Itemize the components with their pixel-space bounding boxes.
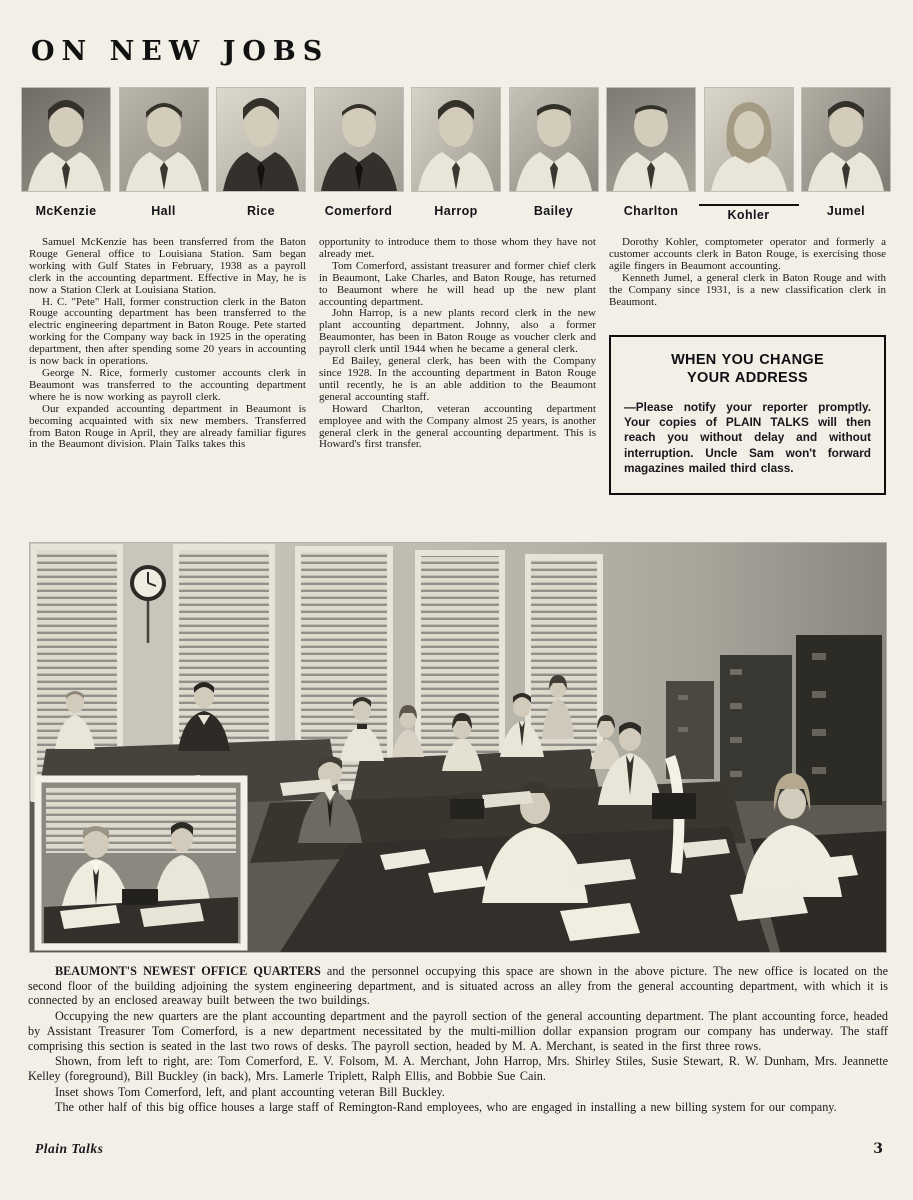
portrait-name: Harrop (434, 204, 478, 218)
caption-paragraph-1: BEAUMONT'S NEWEST OFFICE QUARTERS and the personnel occupying this space are shown in the above picture. The new office is located on the second floor of the building adjoining the system engineering department, and is situated across an alley from the general accounting department, with which it is connected by an enclosed areaway built between the two buildings. (28, 964, 888, 1008)
paragraph: Our expanded accounting department in Beaumont is becoming acquainted with six new members. Transferred from Baton Rouge in April, they are already familiar figures in the Beaumont division. Plain Talks takes this (29, 402, 306, 451)
portrait-photo-harrop (412, 88, 500, 191)
portrait-cell-rice (217, 88, 305, 222)
caption-paragraph-3: Shown, from left to right, are: Tom Comerford, E. V. Folsom, M. A. Merchant, John Harrop, Mrs. Shirley Stiles, Susie Stewart, R. W. Dunham, Mrs. Jeannette Kelley (foreground), Bill Buckley (in back), Mrs. Lamerle Triplett, Ralph Ellis, and Bobbie Sue Cain. (28, 1054, 888, 1083)
portrait-photo-charlton (607, 88, 695, 191)
paragraph: Ed Bailey, general clerk, has been with the Company since 1928. In the accounting department in Baton Rouge until recently, he is an able addition to the Beaumont general accounting staff. (319, 355, 596, 403)
article (29, 237, 887, 495)
caption-lead: BEAUMONT'S NEWEST OFFICE QUARTERS (55, 964, 321, 978)
paragraph: Kenneth Jumel, a general clerk in Baton Rouge and with the Company since 1931, is a new classification clerk in Beaumont. (609, 271, 886, 308)
portrait-photo-mckenzie (22, 88, 110, 191)
page-footer (35, 1141, 883, 1157)
portrait-cell-kohler (705, 88, 793, 222)
portrait-photo-hall (120, 88, 208, 191)
caption-paragraph-5: The other half of this big office houses a large staff of Remington-Rand employees, who are engaged in installing a new billing system for our company. (55, 1100, 837, 1115)
article-column-1 (29, 237, 306, 495)
article-column-3 (609, 237, 886, 495)
paragraph: opportunity to introduce them to those whom they have not already met. (319, 236, 596, 260)
paragraph: Samuel McKenzie has been transferred from the Baton Rouge General office to Louisiana Station. Sam began working with Gulf States in February, 1938 as a payroll clerk in the accounting department. Effective in May, he is now a Station Clerk at Louisiana Station. (29, 236, 306, 296)
portrait-name: Rice (246, 204, 275, 218)
portrait-name: Comerford (324, 204, 393, 218)
address-box-title: WHEN YOU CHANGE YOUR ADDRESS (671, 352, 824, 387)
caption-paragraph-4: Inset shows Tom Comerford, left, and plant accounting veteran Bill Buckley. (55, 1084, 445, 1099)
portrait-photo-bailey (510, 88, 598, 191)
portrait-photo-comerford (315, 88, 403, 191)
portrait-cell-mckenzie (22, 88, 110, 222)
portrait-cell-bailey (510, 88, 598, 222)
caption-paragraph-2: Occupying the new quarters are the plant accounting department and the payroll section of the general accounting department. The plant accounting force, headed by Assistant Treasurer Tom Comerford, is a new department necessitated by the multi-million dollar expansion program our company has underway. The staff comprising this section is seated in the last two rows of desks. The payroll section, headed by M. A. Merchant, is seated in the first three rows. (28, 1009, 888, 1053)
portrait-name: Charlton (623, 204, 679, 218)
portrait-name: Kohler (699, 204, 799, 222)
address-box-body: —Please notify your reporter promptly. Your copies of PLAIN TALKS will then reach you without delay and without interruption. Uncle Sam won't forward magazines mailed third class. (624, 399, 871, 476)
page-title: ON NEW JOBS (31, 36, 330, 67)
portrait-cell-jumel (802, 88, 890, 222)
page-number: 3 (873, 1141, 883, 1157)
portrait-cell-charlton (607, 88, 695, 222)
portrait-cell-hall (120, 88, 208, 222)
article-column-2 (319, 237, 596, 495)
paragraph: Howard Charlton, veteran accounting department employee and with the Company almost 25 years, is another general clerk in the general accounting department. This is Howard's first transfer. (319, 402, 596, 451)
paragraph: George N. Rice, formerly customer accounts clerk in Beaumont was transferred to the accounting department where he is now working as payroll clerk. (29, 366, 306, 403)
portrait-name: Hall (151, 204, 176, 218)
portrait-name: Jumel (826, 204, 866, 218)
office-photo (30, 543, 886, 952)
paragraph: John Harrop, is a new plants record clerk in the new plant accounting department. Johnny, also a former Beaumonter, has been in Baton Rouge as voucher clerk and payroll clerk until 1944 when he became a general clerk. (319, 307, 596, 356)
portrait-name: Bailey (533, 204, 574, 218)
magazine-name: Plain Talks (35, 1141, 104, 1156)
portrait-cell-harrop (412, 88, 500, 222)
portrait-photo-kohler (705, 88, 793, 191)
inset-photo (38, 779, 244, 947)
portrait-photo-jumel (802, 88, 890, 191)
portrait-name: McKenzie (35, 204, 97, 218)
address-change-notice-box (609, 335, 886, 495)
photo-caption (28, 963, 888, 1116)
paragraph: H. C. "Pete" Hall, former construction clerk in the Baton Rouge accounting department has been transferred to the electric engineering department in Baton Rouge. Pete started working for the Company way back in 1925 in the operating department, then after spending some 20 years in accounting is now back in operations. (29, 295, 306, 368)
paragraph: Dorothy Kohler, comptometer operator and formerly a customer accounts clerk in Baton Rouge, is exercising those agile fingers in Beaumont accounting. (609, 236, 886, 272)
paragraph: Tom Comerford, assistant treasurer and former chief clerk in Beaumont, Lake Charles, and Baton Rouge, has returned to Beaumont where he will head up the new plant accounting department. (319, 259, 596, 308)
portrait-strip (22, 88, 890, 222)
portrait-photo-rice (217, 88, 305, 191)
office-photo-scene (30, 543, 886, 952)
portrait-cell-comerford (315, 88, 403, 222)
